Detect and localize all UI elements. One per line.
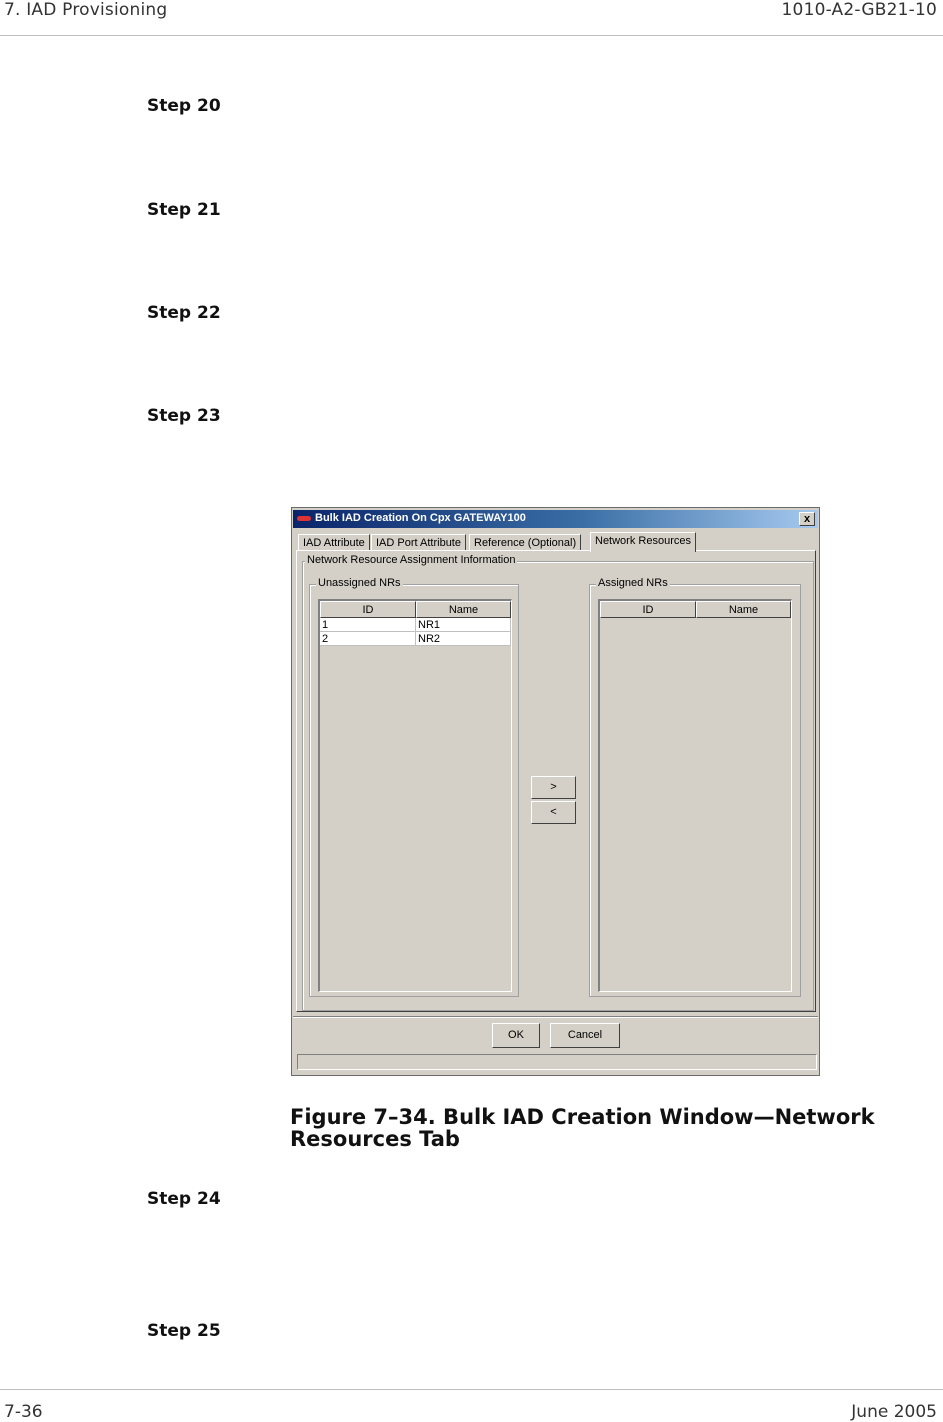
- nr-assignment-group: [302, 554, 814, 1011]
- window-title: Bulk IAD Creation On Cpx GATEWAY100: [315, 512, 526, 524]
- unassigned-row-1-name: NR1: [416, 618, 511, 632]
- assign-nr-button[interactable]: >: [531, 776, 576, 799]
- app-logo-icon: [297, 516, 311, 521]
- cancel-button[interactable]: Cancel: [550, 1023, 620, 1048]
- unassigned-row-2-id: 2: [320, 632, 416, 646]
- tab-iad-port-attribute[interactable]: IAD Port Attribute: [371, 534, 466, 551]
- step-23-heading: Step 23: [147, 406, 221, 426]
- window-titlebar[interactable]: [293, 510, 818, 528]
- step-22-heading: Step 22: [147, 303, 221, 323]
- assigned-nrs-table[interactable]: [598, 599, 792, 992]
- tab-reference-optional[interactable]: Reference (Optional): [469, 534, 581, 551]
- unassigned-nrs-title: Unassigned NRs: [318, 577, 401, 589]
- tab-iad-attribute[interactable]: IAD Attribute: [298, 534, 370, 551]
- button-area-separator: [293, 1016, 818, 1018]
- step-25-heading: Step 25: [147, 1321, 221, 1341]
- tab-network-resources[interactable]: Network Resources: [590, 532, 696, 552]
- nr-assignment-group-title: Network Resource Assignment Information: [307, 554, 516, 566]
- unassigned-col-id[interactable]: ID: [320, 601, 416, 618]
- page-number: 7-36: [4, 1402, 43, 1422]
- assigned-nrs-group: [589, 577, 801, 997]
- publication-date: June 2005: [851, 1402, 937, 1422]
- unassigned-row-2-name: NR2: [416, 632, 511, 646]
- ok-button[interactable]: OK: [492, 1023, 540, 1048]
- status-bar: [297, 1054, 817, 1070]
- unassigned-row-1-id: 1: [320, 618, 416, 632]
- bulk-iad-creation-window: [291, 507, 820, 1076]
- unassigned-col-name[interactable]: Name: [416, 601, 511, 618]
- running-header-left: 7. IAD Provisioning: [4, 0, 168, 20]
- running-header-right: 1010-A2-GB21-10: [781, 0, 937, 20]
- network-resources-panel: [296, 550, 816, 1012]
- assigned-col-id[interactable]: ID: [600, 601, 696, 618]
- header-rule: [0, 35, 943, 36]
- step-20-heading: Step 20: [147, 96, 221, 116]
- assigned-nrs-title: Assigned NRs: [598, 577, 668, 589]
- close-button[interactable]: x: [799, 512, 815, 526]
- figure-caption: Figure 7–34. Bulk IAD Creation Window—Network Resources Tab: [290, 1105, 875, 1151]
- step-24-heading: Step 24: [147, 1189, 221, 1209]
- assigned-col-name[interactable]: Name: [696, 601, 791, 618]
- footer-rule: [0, 1389, 943, 1390]
- unassigned-nrs-table[interactable]: [318, 599, 512, 992]
- step-21-heading: Step 21: [147, 200, 221, 220]
- unassign-nr-button[interactable]: <: [531, 801, 576, 824]
- unassigned-nrs-group: [309, 577, 519, 997]
